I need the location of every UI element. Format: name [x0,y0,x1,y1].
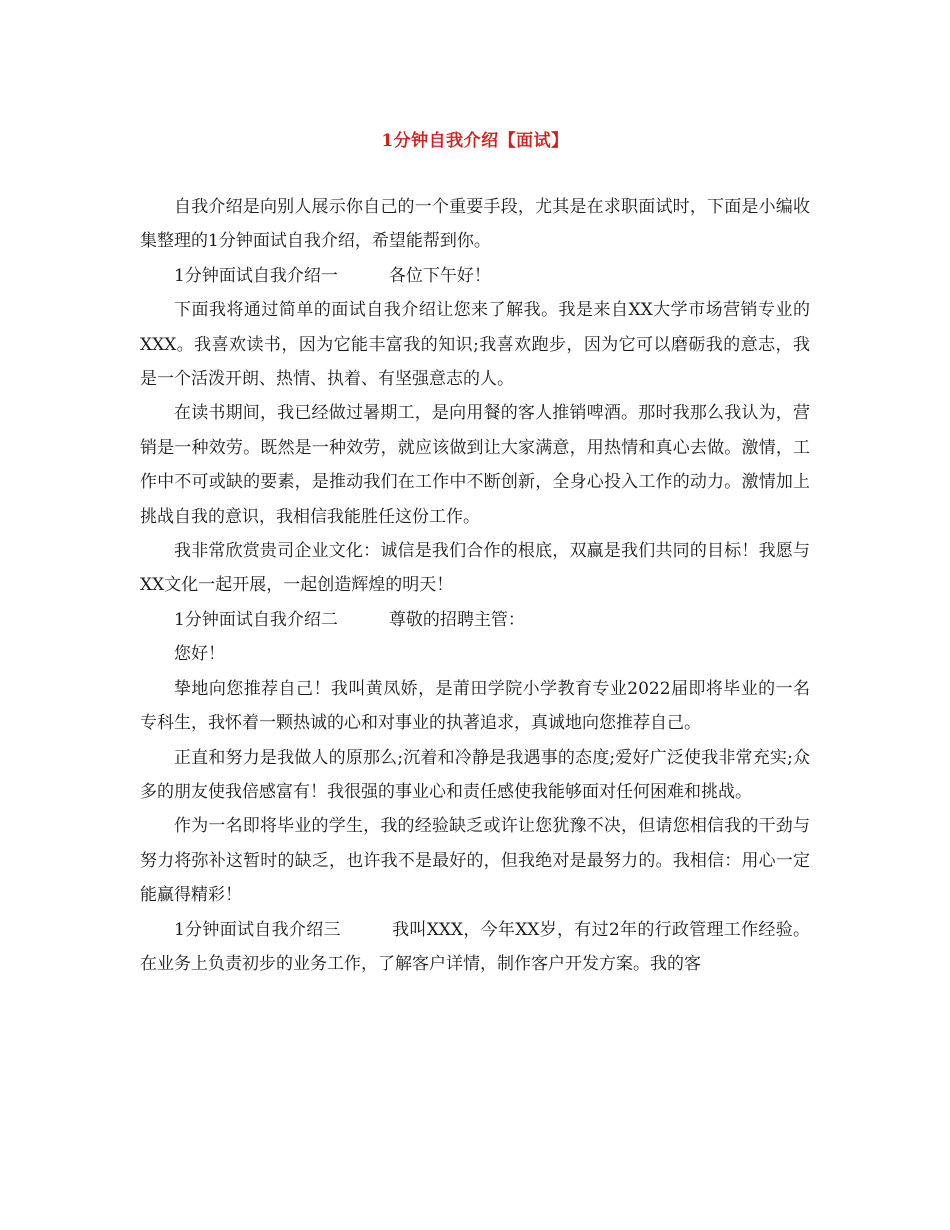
paragraph: 自我介绍是向别人展示你自己的一个重要手段，尤其是在求职面试时，下面是小编收集整理的1分钟面试自我介绍，希望能帮到你。 [140,197,810,252]
paragraph: 1分钟面试自我介绍三 我叫XXX，今年XX岁，有过2年的行政管理工作经验。在业务上负责初步的业务工作，了解客户详情，制作客户开发方案。我的客 [140,919,811,974]
section-heading: 1分钟面试自我介绍三 [174,919,341,940]
document-body [140,190,810,981]
section-heading: 1分钟面试自我介绍二 [174,609,338,630]
paragraph: 挚地向您推荐自己！我叫黄凤娇，是莆田学院小学教育专业2022届即将毕业的一名专科生，我怀着一颗热诚的心和对事业的执著追求，真诚地向您推荐自己。 [140,678,810,734]
paragraph: 1分钟面试自我介绍一 各位下午好！ [174,265,491,286]
paragraph: 正直和努力是我做人的原那么;沉着和冷静是我遇事的态度;爱好广泛使我非常充实;众多的朋友使我倍感富有！我很强的事业心和责任感使我能够面对任何困难和挑战。 [140,747,810,802]
paragraph: 作为一名即将毕业的学生，我的经验缺乏或许让您犹豫不决，但请您相信我的干劲与努力将弥补这暂时的缺乏，也许我不是最好的，但我绝对是最努力的。我相信：用心一定能赢得精彩！ [140,816,810,906]
paragraph: 1分钟面试自我介绍二 尊敬的招聘主管： [174,609,525,630]
paragraph: 在读书期间，我已经做过暑期工，是向用餐的客人推销啤酒。那时我那么我认为，营销是一种效劳。既然是一种效劳，就应该做到让大家满意，用热情和真心去做。激情，工作中不可或缺的要素，是推动我们在工作中不断创新，全身心投入工作的动力。激情加上挑战自我的意识，我相信我能胜任这份工作。 [140,403,810,527]
paragraph: 我非常欣赏贵司企业文化：诚信是我们合作的根底，双赢是我们共同的目标！我愿与XX文化一起开展，一起创造辉煌的明天！ [140,541,810,596]
document-title: 1分钟自我介绍【面试】 [381,131,569,151]
section-heading: 1分钟面试自我介绍一 [174,265,338,286]
paragraph: 您好！ [174,644,225,665]
paragraph: 下面我将通过简单的面试自我介绍让您来了解我。我是来自XX大学市场营销专业的XXX。我喜欢读书，因为它能丰富我的知识;我喜欢跑步，因为它可以磨砺我的意志，我是一个活泼开朗、热情、执着、有坚强意志的人。 [140,300,810,390]
